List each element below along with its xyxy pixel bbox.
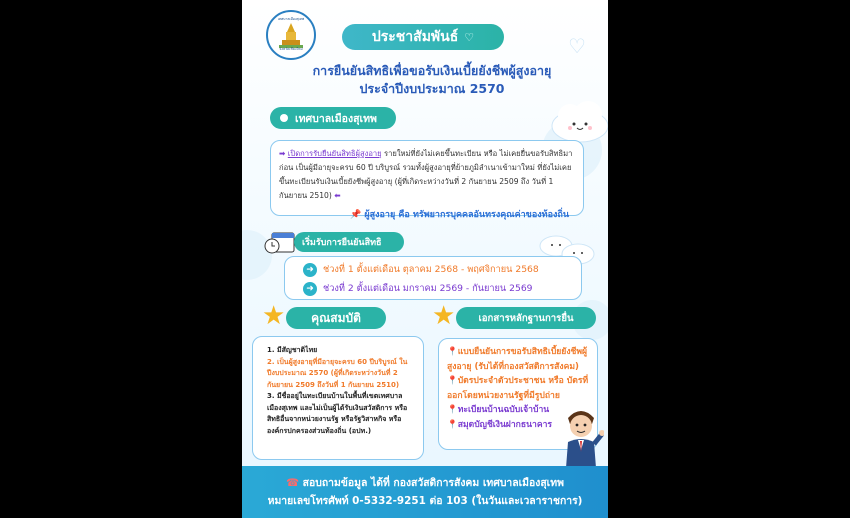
qualification-item: 1. มีสัญชาติไทย: [267, 346, 318, 354]
pin-icon: 📍: [447, 376, 458, 386]
eligibility-text: รายใหม่ที่ยังไม่เคยขึ้นทะเบียน หรือ ไม่เคยยื่นขอรับสิทธิมาก่อน เป็นผู้มีอายุจะครบ 60 ปี บริบูรณ์ รวมทั้งผู้สูงอายุที่ย้ายภูมิลำเนาเข้ามาใหม่ ที่ยังไม่เคยขึ้นทะเบียนรับเงินเบี้ยยังชีพผู้สูงอายุ (ผู้ที่เกิดระหว่างวันที่ 2 กันยายน 2509 ถึง วันที่ 1 กันยายน 2510): [279, 149, 573, 200]
title-line-1: การยืนยันสิทธิเพื่อขอรับเงินเบี้ยยังชีพผู้สูงอายุ: [312, 63, 552, 78]
tagline-text: ผู้สูงอายุ คือ ทรัพยากรบุคคลอันทรงคุณค่าของท้องถิ่น: [364, 210, 569, 220]
logo-text-top: เทศบาลเมืองสุเทพ: [277, 17, 305, 22]
main-title: [282, 62, 582, 98]
telephone-icon: ☎: [286, 477, 300, 489]
arrow-circle-icon: ➜: [303, 282, 317, 296]
pr-title-pill: [342, 24, 504, 50]
municipality-label-pill: [270, 107, 396, 129]
highlight-text: เปิดการรับยืนยันสิทธิผู้สูงอายุ: [287, 149, 382, 158]
officer-character-icon: [558, 404, 604, 468]
bullet-icon: [280, 114, 288, 122]
qualifications-label: คุณสมบัติ: [311, 310, 361, 325]
pin-icon: 📍: [447, 347, 458, 357]
eligibility-paragraph: [279, 147, 575, 203]
period-2-text: ช่วงที่ 2 ตั้งแต่เดือน มกราคม 2569 - กันยายน 2569: [323, 283, 533, 294]
registration-label-pill: [294, 232, 404, 252]
period-row-2: [303, 279, 581, 298]
qualification-item: 3. มีชื่ออยู่ในทะเบียนบ้านในพื้นที่เขตเทศบาลเมืองสุเทพ และไม่เป็นผู้ได้รับเงินสวัสดิการ หรือสิทธิอื่นจากหน่วยงานรัฐ หรือรัฐวิสาหกิจ หรือองค์กรปกครองส่วนท้องถิ่น (อปท.): [267, 392, 408, 435]
smiling-cloud-icon: [548, 96, 608, 146]
registration-periods-box: [284, 256, 582, 300]
qualifications-box: [252, 336, 424, 460]
contact-footer: [242, 466, 608, 518]
registration-label: เริ่มรับการยืนยันสิทธิ: [302, 238, 382, 248]
document-text: แบบยืนยันการขอรับสิทธิเบี้ยยังชีพผู้สูงอายุ (รับได้ที่กองสวัสดิการสังคม): [447, 347, 588, 372]
calendar-clock-icon: [264, 230, 296, 254]
star-icon: ★: [262, 301, 286, 331]
pushpin-icon: 📌: [350, 210, 362, 220]
pill-title: ประชาสัมพันธ์: [371, 29, 459, 45]
qualifications-label-pill: [286, 307, 386, 329]
arrow-right-icon: ➡: [279, 149, 286, 158]
footer-contact-text: สอบถามข้อมูล ได้ที่ กองสวัสดิการสังคม เทศบาลเมืองสุเทพ: [302, 477, 564, 489]
footer-phone-text: หมายเลขโทรศัพท์ 0-5332-9251 ต่อ 103 (ในวันและเวลาราชการ): [267, 495, 583, 507]
period-row-1: [303, 260, 581, 279]
title-line-2: ประจำปีงบประมาณ 2570: [359, 81, 505, 96]
document-item: [447, 345, 591, 374]
arrow-circle-icon: ➜: [303, 263, 317, 277]
document-text: ทะเบียนบ้านฉบับเจ้าบ้าน: [457, 405, 550, 415]
municipality-logo: [266, 10, 316, 60]
document-item: [447, 374, 591, 403]
heart-decor-icon: ♡: [568, 34, 586, 58]
arrow-left-icon: ⬅: [334, 191, 341, 200]
footer-line-1: [242, 474, 608, 492]
logo-text-bottom: จังหวัดเชียงใหม่: [279, 47, 303, 51]
announcement-poster: [242, 0, 608, 518]
qualifications-list: [267, 345, 415, 437]
pin-icon: 📍: [447, 419, 458, 430]
documents-label: เอกสารหลักฐานการยื่น: [478, 312, 574, 324]
tagline: [350, 207, 600, 221]
document-text: บัตรประจำตัวประชาชน หรือ บัตรที่ออกโดยหน่วยงานรัฐที่มีรูปถ่าย: [447, 376, 589, 401]
qualification-item: 2. เป็นผู้สูงอายุที่มีอายุจะครบ 60 ปีบริบูรณ์ ในปีงบประมาณ 2570 (ผู้ที่เกิดระหว่างวันที่ 2 กันยายน 2509 ถึงวันที่ 1 กันยายน 2510): [267, 357, 408, 389]
period-1-text: ช่วงที่ 1 ตั้งแต่เดือน ตุลาคม 2568 - พฤศจิกายน 2568: [323, 264, 539, 275]
pin-icon: 📍: [447, 405, 458, 415]
documents-label-pill: [456, 307, 596, 329]
star-icon: ★: [432, 301, 456, 331]
heart-pulse-icon: ♡: [464, 30, 475, 44]
document-text: สมุดบัญชีเงินฝากธนาคาร: [457, 419, 553, 430]
municipality-info-box: [270, 140, 584, 216]
municipality-label: เทศบาลเมืองสุเทพ: [295, 112, 377, 125]
temple-icon: [276, 22, 306, 48]
